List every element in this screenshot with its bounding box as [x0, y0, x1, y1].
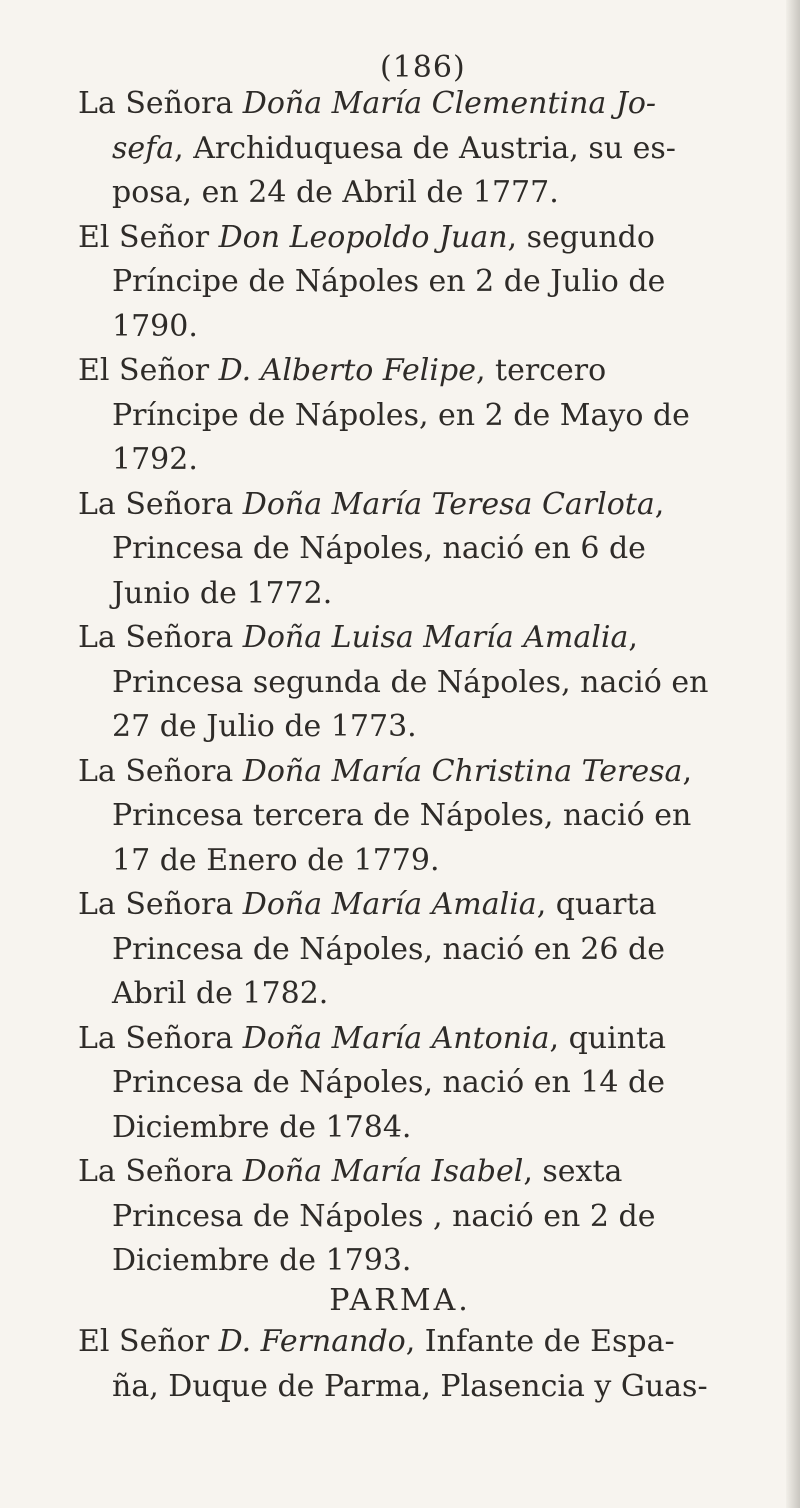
line-text: La Señora — [78, 86, 243, 121]
page-number: (186) — [380, 50, 466, 85]
line-text: La Señora — [78, 887, 243, 922]
text-line — [78, 216, 768, 261]
line-text: El Señor — [78, 219, 219, 255]
text-line — [78, 305, 768, 350]
line-text: El Señor — [78, 1324, 219, 1359]
genealogy-entry — [78, 1150, 768, 1284]
text-line — [78, 1239, 768, 1284]
personal-name: Doña María Isabel — [242, 1154, 524, 1189]
line-text: La Señora — [78, 753, 243, 789]
line-text: La Señora — [78, 1020, 243, 1056]
line-text: 1792. — [112, 442, 198, 477]
line-text: Princesa de Nápoles, nació en 6 de — [112, 531, 646, 566]
text-line — [78, 616, 768, 661]
personal-name: Doña María Clementina Jo- — [242, 86, 657, 121]
text-line — [78, 972, 768, 1017]
personal-name: D. Alberto Felipe — [218, 353, 476, 388]
line-text: La Señora — [78, 486, 243, 522]
text-line — [78, 883, 768, 928]
text-line — [78, 705, 768, 750]
text-line — [78, 1365, 768, 1410]
text-line — [78, 750, 768, 795]
line-text: ña, Duque de Parma, Plasencia y Guas- — [112, 1368, 708, 1404]
text-line — [78, 483, 768, 528]
line-text: 1790. — [112, 308, 198, 344]
text-line — [78, 1017, 768, 1062]
text-line — [78, 438, 768, 483]
line-text: La Señora — [78, 1154, 243, 1189]
line-text: Príncipe de Nápoles, en 2 de Mayo de — [112, 397, 690, 433]
personal-name: Doña María Teresa Carlota — [242, 486, 655, 522]
genealogy-entry — [78, 883, 768, 1017]
line-text: Princesa segunda de Nápoles, nació en — [112, 664, 709, 700]
line-text: Princesa de Nápoles, nació en 26 de — [112, 931, 666, 967]
line-text: , sexta — [523, 1154, 623, 1189]
personal-name: Doña María Amalia — [242, 887, 537, 922]
text-line — [78, 171, 768, 216]
line-text: , quinta — [549, 1020, 666, 1056]
text-line — [78, 394, 768, 439]
line-text: Princesa de Nápoles, nació en 14 de — [112, 1065, 666, 1100]
genealogy-entry — [78, 483, 768, 617]
personal-name: Don Leopoldo Juan — [218, 219, 508, 255]
text-line — [78, 1195, 768, 1240]
line-text: 17 de Enero de 1779. — [112, 842, 440, 878]
parma-entry — [78, 1320, 768, 1409]
line-text: Diciembre de 1793. — [112, 1243, 412, 1278]
page-edge-shadow — [786, 0, 800, 1508]
personal-name: Doña María Christina Teresa — [242, 753, 683, 789]
text-line — [78, 260, 768, 305]
line-text: 27 de Julio de 1773. — [112, 709, 417, 744]
line-text: Princesa tercera de Nápoles, nació en — [112, 798, 692, 833]
genealogy-entry — [78, 82, 768, 216]
text-line — [78, 527, 768, 572]
genealogy-entry — [78, 1017, 768, 1151]
genealogy-entry — [78, 349, 768, 483]
text-line — [78, 1320, 768, 1365]
personal-name: sefa — [112, 130, 175, 166]
personal-name: Doña Luisa María Amalia — [242, 620, 629, 655]
text-line — [78, 1106, 768, 1151]
text-line — [78, 839, 768, 884]
genealogy-entry — [78, 750, 768, 884]
line-text: posa, en 24 de Abril de 1777. — [112, 175, 559, 210]
genealogy-entry — [78, 616, 768, 750]
line-text: Princesa de Nápoles , nació en 2 de — [112, 1198, 656, 1234]
line-text: La Señora — [78, 620, 243, 655]
line-text: , — [654, 486, 665, 522]
line-text: Abril de 1782. — [112, 976, 329, 1011]
text-line — [78, 928, 768, 973]
text-line — [78, 127, 768, 172]
text-line — [78, 349, 768, 394]
text-line — [78, 1061, 768, 1106]
text-line — [78, 572, 768, 617]
personal-name: Doña María Antonia — [242, 1020, 550, 1056]
section-heading: PARMA. — [329, 1283, 471, 1318]
genealogy-entries — [78, 82, 768, 1284]
line-text: , — [682, 753, 692, 789]
parma-entries — [78, 1320, 768, 1409]
text-line — [78, 82, 768, 127]
line-text: , tercero — [475, 353, 607, 388]
line-text: , — [628, 620, 638, 655]
line-text: , Infante de Espa- — [405, 1324, 675, 1359]
line-text: Junio de 1772. — [112, 575, 333, 611]
line-text: , Archiduquesa de Austria, su es- — [174, 130, 676, 166]
line-text: , segundo — [507, 219, 655, 255]
genealogy-entry — [78, 216, 768, 350]
text-line — [78, 794, 768, 839]
line-text: , quarta — [536, 887, 657, 922]
line-text: El Señor — [78, 353, 219, 388]
text-line — [78, 1150, 768, 1195]
personal-name: D. Fernando — [218, 1324, 406, 1359]
line-text: Príncipe de Nápoles en 2 de Julio de — [112, 264, 666, 299]
line-text: Diciembre de 1784. — [112, 1109, 412, 1145]
text-line — [78, 661, 768, 706]
